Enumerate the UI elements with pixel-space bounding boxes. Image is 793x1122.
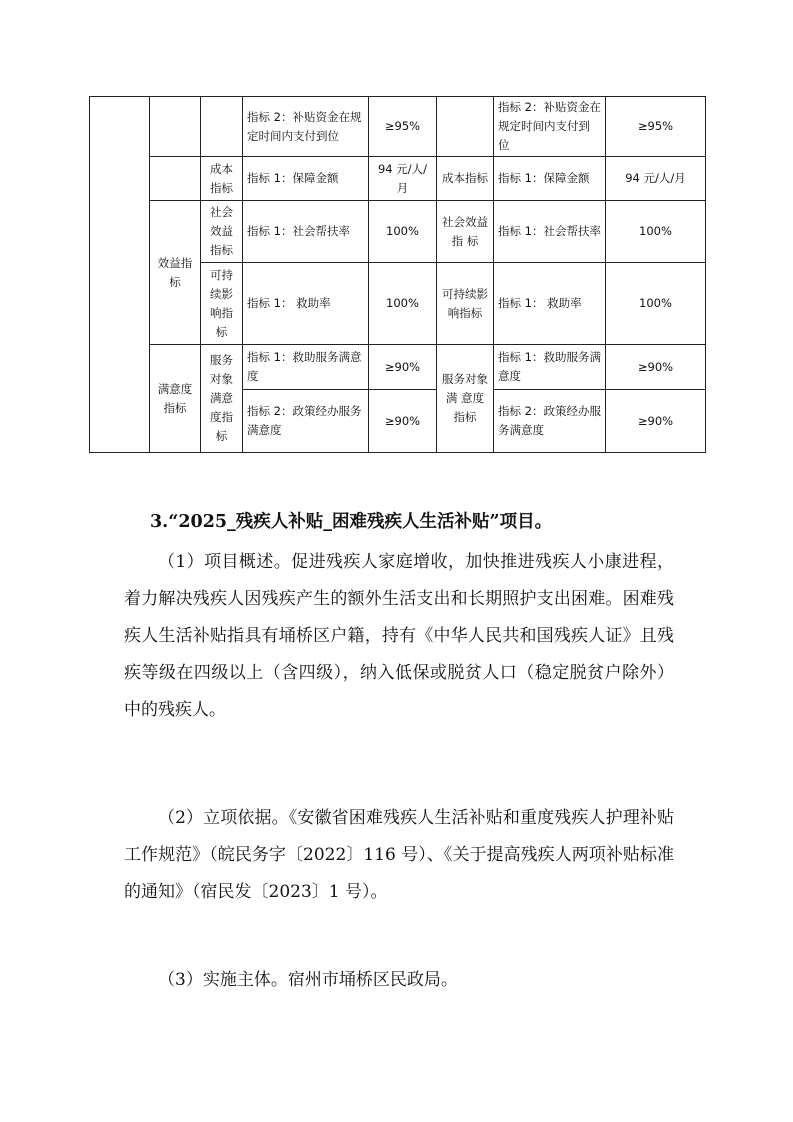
project-heading: 3.“2025_残疾人补贴_困难残疾人生活补贴”项目。 (150, 512, 553, 532)
third-level-indicator-cell: 社会效益 指 标 (437, 201, 494, 263)
indicator-value-cell: ≥95% (369, 97, 437, 157)
third-level-indicator-cell (201, 97, 243, 157)
indicator-value-cell: ≥90% (606, 390, 706, 453)
indicator-name-cell: 指标 1：保障金额 (494, 157, 606, 201)
indicator-name-cell: 指标 2：政策经办服务满意度 (494, 390, 606, 453)
first-level-indicator-cell (90, 97, 150, 453)
second-level-indicator-cell: 效益指标 (150, 201, 201, 345)
indicator-name-cell: 指标 2：补贴资金在规定时间内支付到位 (494, 97, 606, 157)
indicator-value-cell: ≥90% (369, 390, 437, 453)
performance-indicator-table (89, 96, 706, 453)
indicator-value-cell: 94 元/人/月 (606, 157, 706, 201)
third-level-indicator-cell (437, 97, 494, 157)
project-basis-paragraph: （2）立项依据。《安徽省困难残疾人生活补贴和重度残疾人护理补贴工作规范》（皖民务字〔2022〕116 号）、《关于提高残疾人两项补贴标准的通知》（宿民发〔2023〕1 号）。 (124, 808, 674, 902)
table-row (90, 201, 706, 263)
indicator-name-cell: 指标 1：保障金额 (243, 157, 369, 201)
second-level-indicator-cell: 满意度指标 (150, 345, 201, 453)
table-row (90, 97, 706, 157)
implementing-body-paragraph: （3）实施主体。宿州市埇桥区民政局。 (158, 970, 458, 990)
table-row (90, 157, 706, 201)
indicator-name-cell: 指标 2：补贴资金在规定时间内支付到位 (243, 97, 369, 157)
second-level-indicator-cell (150, 157, 201, 201)
indicator-name-cell: 指标 1：救助服务满意度 (243, 345, 369, 390)
indicator-name-cell: 指标 1：社会帮扶率 (494, 201, 606, 263)
third-level-indicator-cell: 服务对象 满 意度指标 (437, 345, 494, 453)
indicator-value-cell: 100% (369, 201, 437, 263)
indicator-value-cell: 100% (606, 263, 706, 345)
third-level-indicator-cell: 可持续影响指标 (437, 263, 494, 345)
indicator-value-cell: 94 元/人/月 (369, 157, 437, 201)
indicator-value-cell: ≥90% (369, 345, 437, 390)
indicator-name-cell: 指标 1：救助服务满意度 (494, 345, 606, 390)
third-level-indicator-cell: 服务对象满意度指标 (201, 345, 243, 453)
indicator-value-cell: ≥90% (606, 345, 706, 390)
third-level-indicator-cell: 成本指标 (201, 157, 243, 201)
third-level-indicator-cell: 社会效益指标 (201, 201, 243, 263)
third-level-indicator-cell: 成本指标 (437, 157, 494, 201)
indicator-name-cell: 指标 1： 救助率 (494, 263, 606, 345)
third-level-indicator-cell: 可持续影响指标 (201, 263, 243, 345)
indicator-name-cell: 指标 1： 救助率 (243, 263, 369, 345)
project-overview-paragraph: （1）项目概述。促进残疾人家庭增收，加快推进残疾人小康进程，着力解决残疾人因残疾产生的额外生活支出和长期照护支出困难。困难残疾人生活补贴指具有埇桥区户籍，持有《中华人民共和国残疾人证》且残疾等级在四级以上（含四级），纳入低保或脱贫人口（稳定脱贫户除外）中的残疾人。 (124, 552, 674, 720)
second-level-indicator-cell (150, 97, 201, 157)
indicator-value-cell: 100% (369, 263, 437, 345)
table-row (90, 345, 706, 390)
indicator-value-cell: 100% (606, 201, 706, 263)
indicator-name-cell: 指标 1：社会帮扶率 (243, 201, 369, 263)
indicator-name-cell: 指标 2：政策经办服务满意度 (243, 390, 369, 453)
indicator-value-cell: ≥95% (606, 97, 706, 157)
